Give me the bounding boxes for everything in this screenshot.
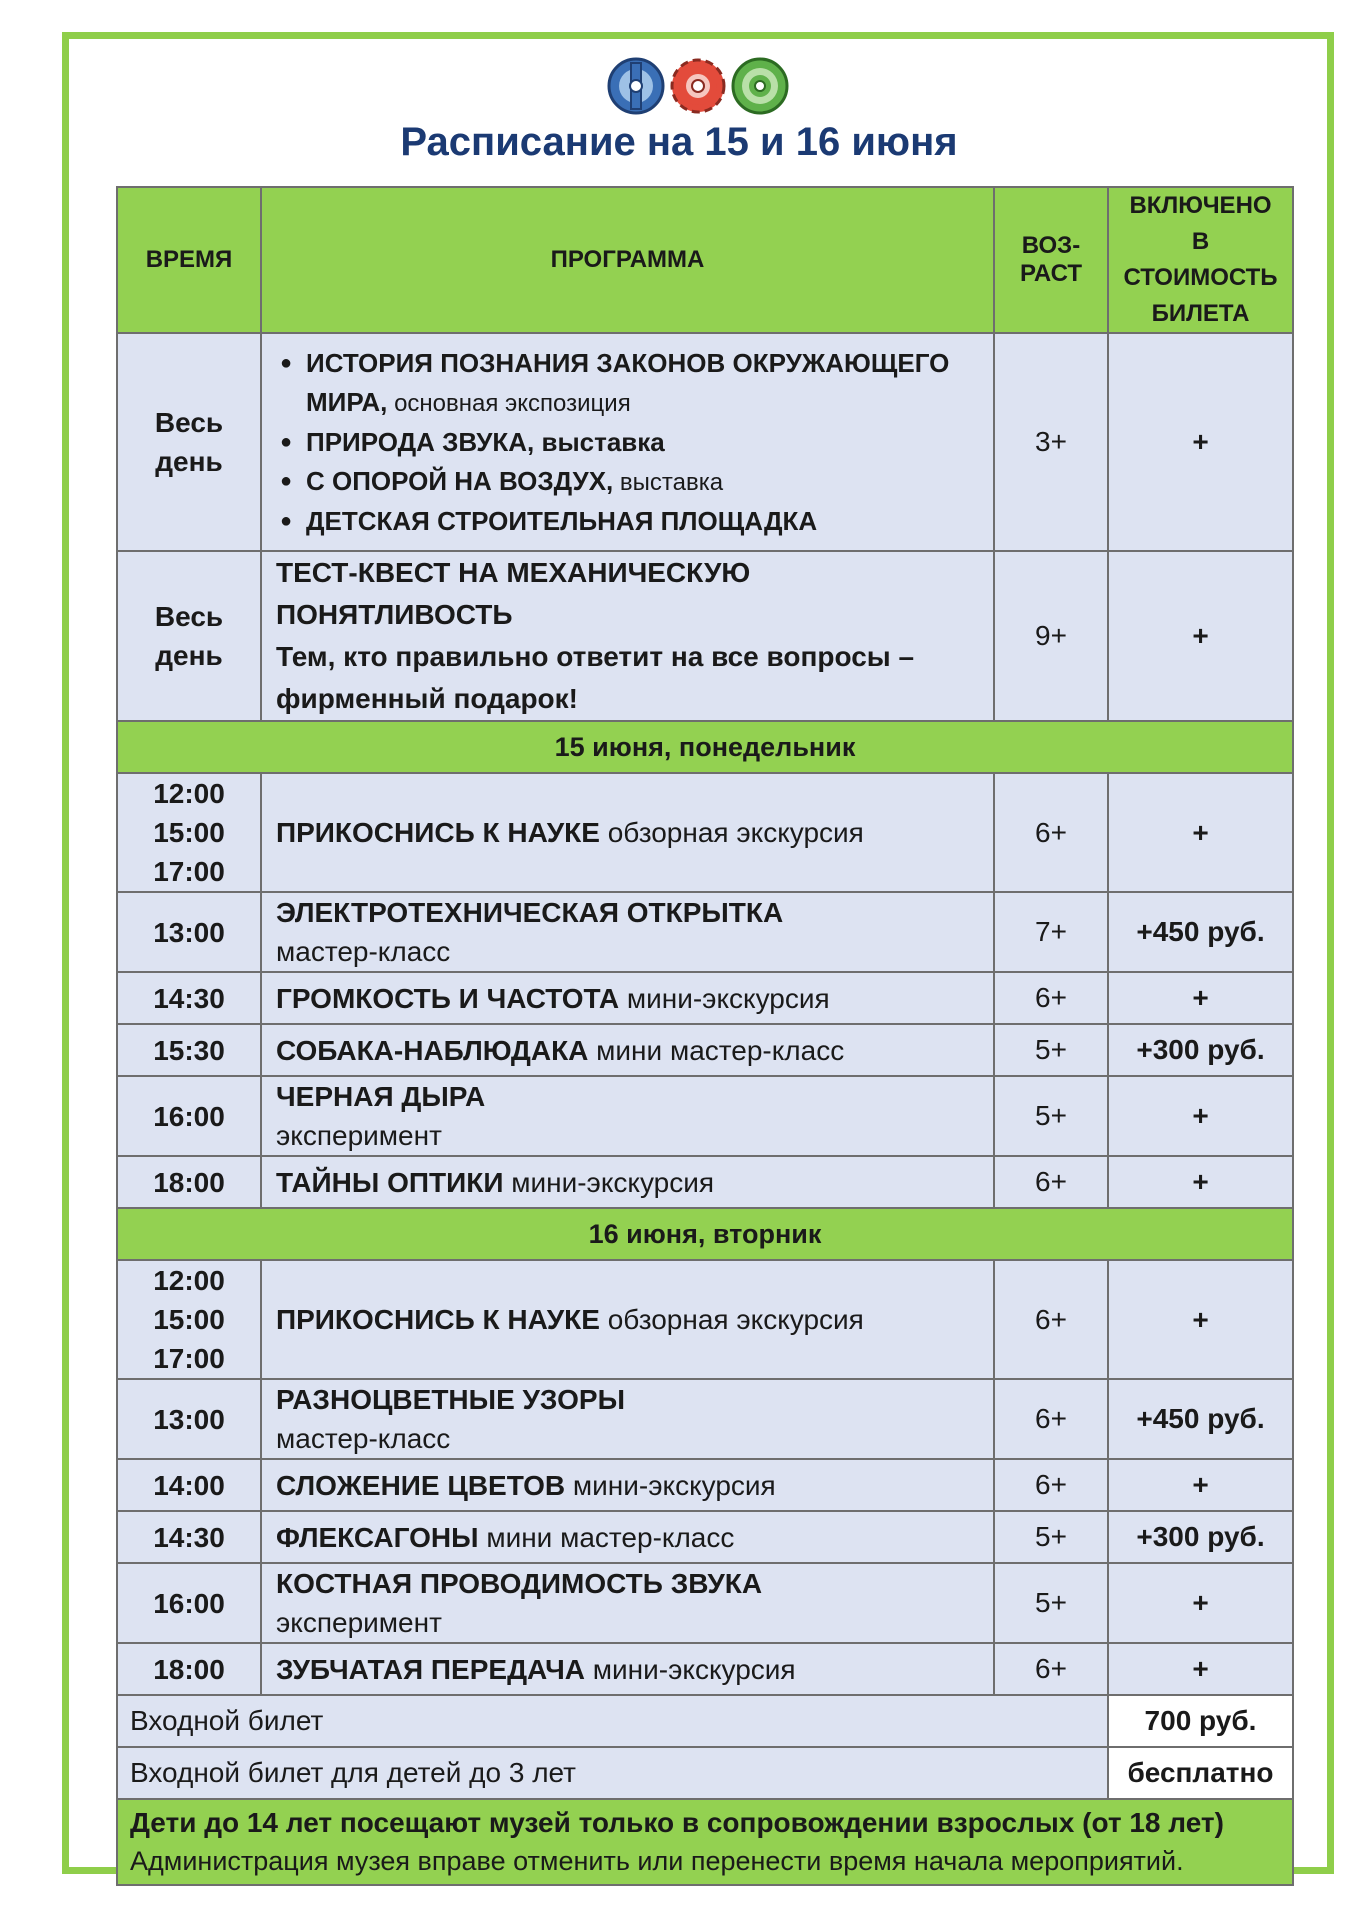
ticket-label: Входной билет [117,1695,1108,1747]
age-cell: 6+ [994,1459,1108,1511]
list-item: ● ДЕТСКАЯ СТРОИТЕЛЬНАЯ ПЛОЩАДКА [306,502,993,541]
included-cell: + [1108,333,1293,551]
list-item: ● С ОПОРОЙ НА ВОЗДУХ, выставка [306,462,993,502]
header-included: ВКЛЮЧЕНО В СТОИМОСТЬ БИЛЕТА [1108,187,1293,333]
day-header-row [117,721,1293,773]
schedule-row [117,1260,1293,1379]
included-cell: + [1108,1643,1293,1695]
time-cell: 15:30 [117,1024,261,1076]
included-cell: +300 руб. [1108,1511,1293,1563]
notes-cell [117,1799,1293,1885]
time-cell: 14:00 [117,1459,261,1511]
day-label: 15 июня, понедельник [117,721,1293,773]
program-cell: ПРИКОСНИСЬ К НАУКЕ обзорная экскурсия [261,1260,994,1379]
allday-row [117,551,1293,721]
included-cell: +450 руб. [1108,892,1293,972]
age-cell: 6+ [994,1379,1108,1459]
included-cell: +300 руб. [1108,1024,1293,1076]
ticket-row [117,1747,1293,1799]
exhibition-list [276,344,993,541]
schedule-row [117,1459,1293,1511]
schedule-row [117,1379,1293,1459]
program-cell: ПРИКОСНИСЬ К НАУКЕ обзорная экскурсия [261,773,994,892]
schedule-row [117,773,1293,892]
ticket-price: 700 руб. [1108,1695,1293,1747]
ticket-row [117,1695,1293,1747]
program-cell: ТАЙНЫ ОПТИКИ мини-экскурсия [261,1156,994,1208]
green-gear-icon [733,59,787,113]
time-cell: 16:00 [117,1563,261,1643]
age-restriction-note: Дети до 14 лет посещают музей только в сопровождении взрослых (от 18 лет) [130,1807,1224,1838]
schedule-row [117,892,1293,972]
ticket-label: Входной билет для детей до 3 лет [117,1747,1108,1799]
time-cell: 18:00 [117,1643,261,1695]
schedule-row [117,1156,1293,1208]
schedule-row [117,1024,1293,1076]
age-cell: 6+ [994,1260,1108,1379]
included-cell: + [1108,1156,1293,1208]
list-item: ● ПРИРОДА ЗВУКА, выставка [306,423,993,462]
page-title: Расписание на 15 и 16 июня [400,120,958,164]
header-program: ПРОГРАММА [261,187,994,333]
time-cell: 18:00 [117,1156,261,1208]
program-cell: СЛОЖЕНИЕ ЦВЕТОВ мини-экскурсия [261,1459,994,1511]
time-cell: 13:00 [117,1379,261,1459]
included-cell: + [1108,1563,1293,1643]
schedule-row [117,1563,1293,1643]
age-cell: 5+ [994,1563,1108,1643]
ticket-price: бесплатно [1108,1747,1293,1799]
header-age: ВОЗ- РАСТ [994,187,1108,333]
age-cell: 3+ [994,333,1108,551]
time-cell: 14:30 [117,972,261,1024]
red-gear-icon [672,60,724,112]
included-cell: + [1108,1459,1293,1511]
schedule-row [117,1643,1293,1695]
age-cell: 5+ [994,1511,1108,1563]
time-cell: 13:00 [117,892,261,972]
included-cell: + [1108,972,1293,1024]
age-cell: 6+ [994,972,1108,1024]
schedule-row [117,972,1293,1024]
age-cell: 6+ [994,1643,1108,1695]
header-time: ВРЕМЯ [117,187,261,333]
list-item: ● ИСТОРИЯ ПОЗНАНИЯ ЗАКОНОВ ОКРУЖАЮЩЕГО МИРА, основная экспозиция [306,344,993,423]
program-cell [261,333,994,551]
age-cell: 6+ [994,1156,1108,1208]
program-cell: КОСТНАЯ ПРОВОДИМОСТЬ ЗВУКА эксперимент [261,1563,994,1643]
program-cell: РАЗНОЦВЕТНЫЕ УЗОРЫ мастер-класс [261,1379,994,1459]
header-row [117,187,1293,333]
program-cell: ТЕСТ-КВЕСТ НА МЕХАНИЧЕСКУЮ ПОНЯТЛИВОСТЬ Тем, кто правильно ответит на все вопросы – фирменный подарок! [261,551,994,721]
day-header-row [117,1208,1293,1260]
schedule-row [117,1511,1293,1563]
program-cell: ЧЕРНАЯ ДЫРА эксперимент [261,1076,994,1156]
allday-row [117,333,1293,551]
included-cell: +450 руб. [1108,1379,1293,1459]
time-cell: Весь день [117,551,261,721]
time-cell: 16:00 [117,1076,261,1156]
included-cell: + [1108,1260,1293,1379]
age-cell: 5+ [994,1024,1108,1076]
included-cell: + [1108,1076,1293,1156]
age-cell: 6+ [994,773,1108,892]
age-cell: 5+ [994,1076,1108,1156]
blue-gear-icon [609,59,663,113]
day-label: 16 июня, вторник [117,1208,1293,1260]
schedule-table [116,186,1294,1886]
time-cell: 12:00 15:00 17:00 [117,1260,261,1379]
program-cell: СОБАКА-НАБЛЮДАКА мини мастер-класс [261,1024,994,1076]
age-cell: 7+ [994,892,1108,972]
time-cell: 14:30 [117,1511,261,1563]
included-cell: + [1108,773,1293,892]
time-cell: Весь день [117,333,261,551]
program-cell: ГРОМКОСТЬ И ЧАСТОТА мини-экскурсия [261,972,994,1024]
age-cell: 9+ [994,551,1108,721]
program-cell: ФЛЕКСАГОНЫ мини мастер-класс [261,1511,994,1563]
museum-logo [598,55,798,117]
notes-row [117,1799,1293,1885]
schedule-row [117,1076,1293,1156]
time-cell: 12:00 15:00 17:00 [117,773,261,892]
program-cell: ЗУБЧАТАЯ ПЕРЕДАЧА мини-экскурсия [261,1643,994,1695]
administration-note: Администрация музея вправе отменить или перенести время начала мероприятий. [130,1846,1184,1876]
included-cell: + [1108,551,1293,721]
program-cell: ЭЛЕКТРОТЕХНИЧЕСКАЯ ОТКРЫТКА мастер-класс [261,892,994,972]
